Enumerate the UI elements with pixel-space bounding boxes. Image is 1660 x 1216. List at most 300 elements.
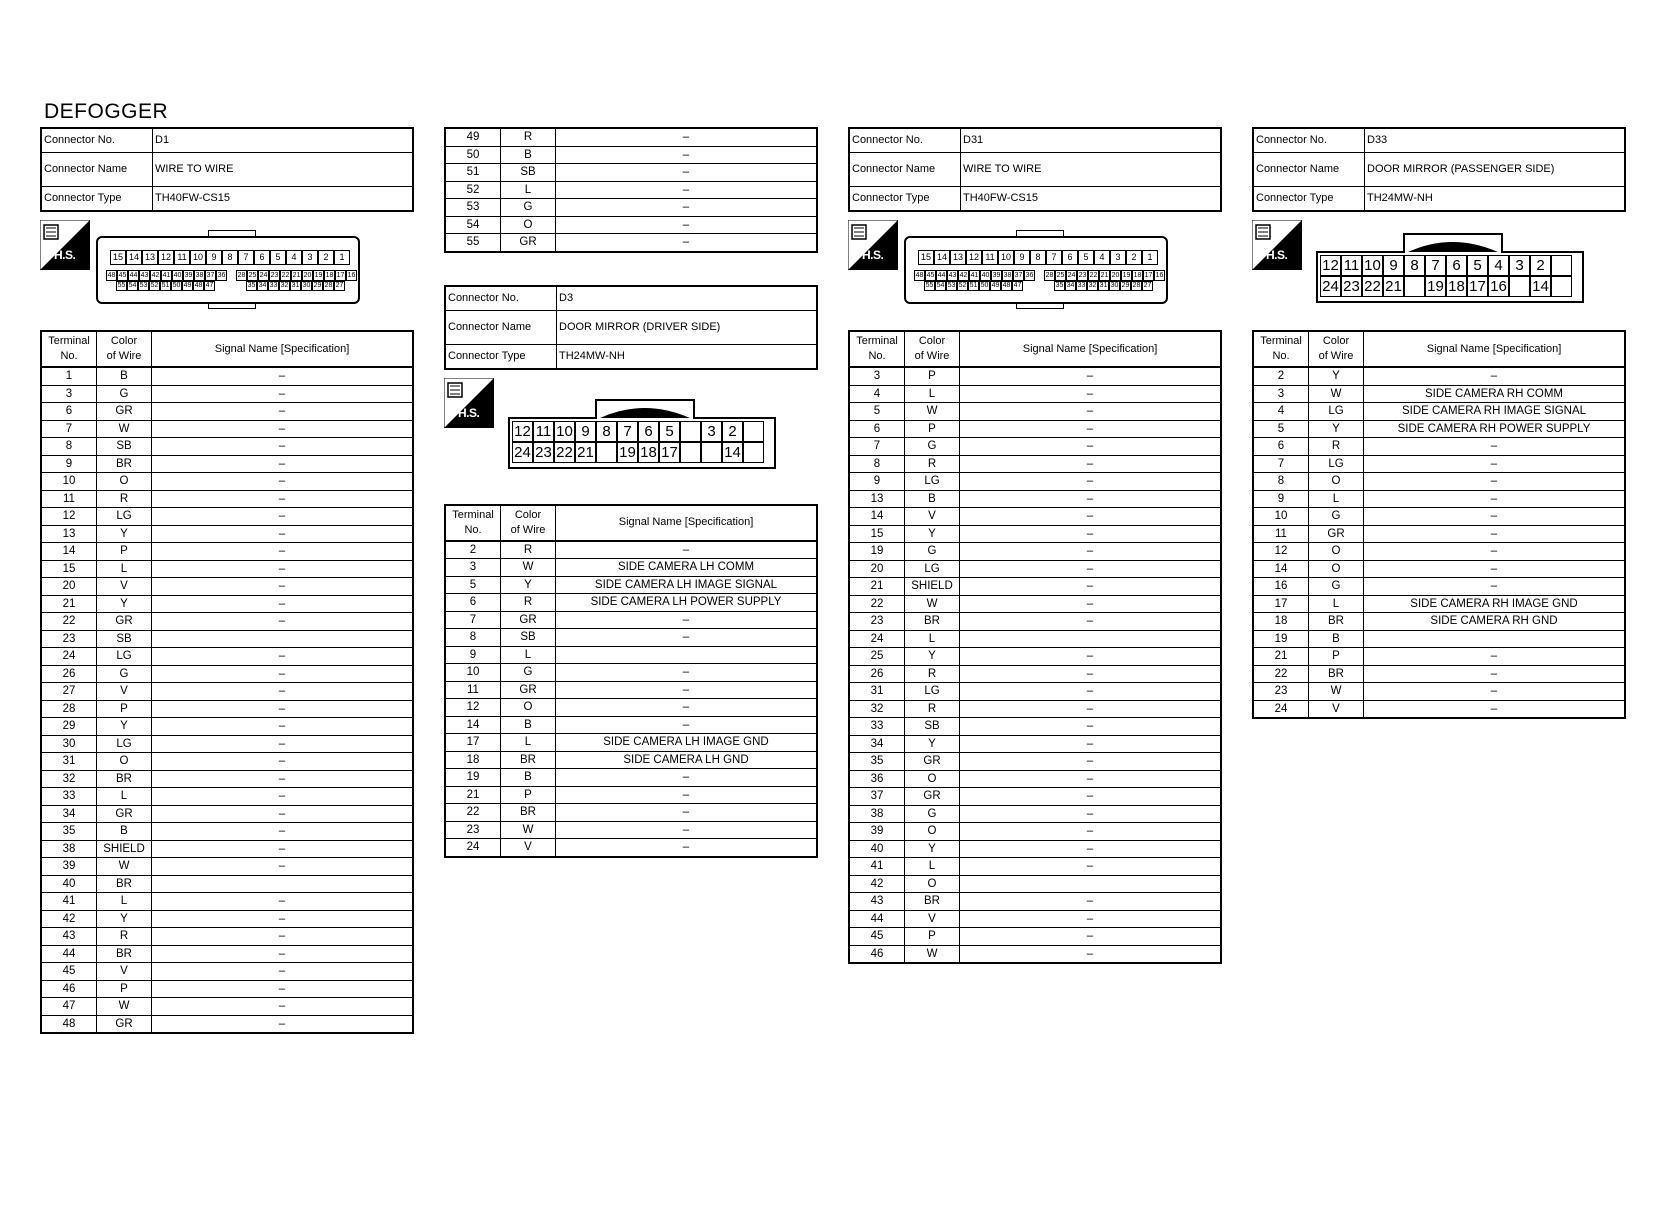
cavity-number	[680, 442, 701, 463]
signal-name-cell: –	[960, 893, 1222, 911]
terminal-no-cell: 34	[41, 805, 97, 823]
cavity-number: 11	[533, 421, 554, 442]
table-row	[849, 613, 1221, 631]
signal-name-cell	[1364, 630, 1626, 648]
cavity-number	[1551, 255, 1572, 276]
table-row	[41, 788, 413, 806]
terminal-no-cell: 45	[849, 928, 905, 946]
wire-color-cell: V	[905, 508, 960, 526]
cavity-number: 3	[1509, 255, 1530, 276]
connector-info-d33	[1252, 127, 1626, 212]
table-row	[41, 420, 413, 438]
cavity-number: 31	[1099, 282, 1108, 289]
cavity-number: 7	[238, 250, 254, 265]
table-row	[41, 858, 413, 876]
signal-name-cell: –	[152, 438, 414, 456]
table-row	[41, 683, 413, 701]
cavity-number: 28	[1132, 282, 1141, 289]
table-row	[1253, 665, 1625, 683]
pin-table-d33	[1252, 330, 1626, 719]
terminal-no-cell: 32	[41, 770, 97, 788]
table-row	[41, 438, 413, 456]
table-row	[41, 560, 413, 578]
wire-color-cell: W	[97, 858, 152, 876]
signal-name-cell: –	[152, 385, 414, 403]
terminal-no-cell: 7	[1253, 455, 1309, 473]
cavity-number: 17	[1467, 276, 1488, 297]
wire-color-cell: B	[97, 823, 152, 841]
table-row	[849, 910, 1221, 928]
signal-name-cell: –	[960, 753, 1222, 771]
signal-name-cell: –	[960, 823, 1222, 841]
table-row	[445, 664, 817, 682]
terminal-no-cell: 39	[41, 858, 97, 876]
table-row	[41, 403, 413, 421]
cavity-number: 1	[1142, 250, 1158, 265]
wire-color-cell: BR	[97, 770, 152, 788]
signal-name-cell: –	[152, 403, 414, 421]
connector-no-label: Connector No.	[41, 128, 153, 153]
wire-color-cell: SB	[905, 718, 960, 736]
cavity-number: 39	[184, 272, 193, 279]
table-row	[849, 508, 1221, 526]
signal-name-cell: –	[960, 788, 1222, 806]
cavity-number: 9	[1014, 250, 1030, 265]
cavity-number: 17	[1144, 272, 1153, 279]
table-row	[445, 181, 817, 199]
table-row	[849, 875, 1221, 893]
terminal-no-cell: 9	[849, 473, 905, 491]
table-row	[849, 367, 1221, 385]
connector-name-label: Connector Name	[41, 153, 153, 187]
cavity-number: 36	[1025, 272, 1034, 279]
signal-name-cell: –	[152, 525, 414, 543]
wire-color-cell: P	[97, 980, 152, 998]
signal-name-cell: –	[960, 735, 1222, 753]
wire-color-cell: Y	[97, 910, 152, 928]
cavity-number: 50	[172, 282, 181, 289]
wire-color-cell: W	[1309, 683, 1364, 701]
cavity-number: 55	[117, 282, 126, 289]
cavity-number: 13	[142, 250, 158, 265]
cavity-number: 32	[1088, 282, 1097, 289]
connector-diagram-d31	[848, 212, 1222, 330]
connector-name-value: WIRE TO WIRE	[153, 153, 414, 187]
cavity-number: 24	[1320, 276, 1341, 297]
harness-side-icon	[40, 220, 90, 270]
wire-color-cell: R	[97, 928, 152, 946]
connector-info-d31	[848, 127, 1222, 212]
wire-color-cell: O	[1309, 543, 1364, 561]
signal-name-cell: –	[960, 438, 1222, 456]
signal-name-cell: –	[960, 718, 1222, 736]
signal-header: Signal Name [Specification]	[556, 505, 818, 541]
connector-diagram-d1	[40, 212, 414, 330]
table-row	[1253, 578, 1625, 596]
wire-color-cell: GR	[501, 611, 556, 629]
terminal-no-cell: 44	[41, 945, 97, 963]
wire-color-cell: G	[905, 543, 960, 561]
terminal-no-cell: 14	[1253, 560, 1309, 578]
connector-no-value: D3	[557, 286, 818, 311]
signal-name-cell: –	[960, 403, 1222, 421]
signal-name-cell	[960, 875, 1222, 893]
terminal-header-l1: Terminal	[856, 335, 898, 347]
cavity-number: 21	[292, 272, 301, 279]
terminal-no-cell: 38	[849, 805, 905, 823]
table-row	[1253, 367, 1625, 385]
cavity-number	[596, 442, 617, 463]
signal-name-cell: SIDE CAMERA LH POWER SUPPLY	[556, 594, 818, 612]
wire-color-cell: SB	[501, 629, 556, 647]
table-row	[849, 543, 1221, 561]
table-row	[1253, 385, 1625, 403]
table-row	[1253, 473, 1625, 491]
connector-type-value: TH40FW-CS15	[961, 187, 1222, 212]
table-row	[41, 945, 413, 963]
connector-face-d33	[1316, 232, 1584, 306]
table-row	[41, 385, 413, 403]
terminal-header	[445, 505, 501, 541]
cavity-number: 3	[302, 250, 318, 265]
cavity-number: 6	[638, 421, 659, 442]
connector-name-value: DOOR MIRROR (PASSENGER SIDE)	[1365, 153, 1626, 187]
wire-color-cell: GR	[1309, 525, 1364, 543]
terminal-no-cell: 26	[849, 665, 905, 683]
color-header-l1: Color	[110, 335, 138, 347]
cavity-number: 43	[140, 272, 149, 279]
signal-header: Signal Name [Specification]	[960, 331, 1222, 367]
cavity-number: 20	[1111, 272, 1120, 279]
cavity-number: 21	[575, 442, 596, 463]
cavity-number: 22	[1362, 276, 1383, 297]
cavity-number	[1509, 276, 1530, 297]
cavity-number: 42	[959, 272, 968, 279]
table-row	[41, 875, 413, 893]
table-row	[445, 611, 817, 629]
wire-color-cell: R	[905, 665, 960, 683]
color-header	[501, 505, 556, 541]
signal-name-cell: –	[960, 543, 1222, 561]
wire-color-cell: B	[501, 146, 556, 164]
signal-name-cell: –	[1364, 543, 1626, 561]
terminal-header-l2: No.	[464, 523, 482, 536]
cavity-number: 5	[270, 250, 286, 265]
wire-color-cell: BR	[97, 875, 152, 893]
terminal-no-cell: 13	[849, 490, 905, 508]
terminal-no-cell: 28	[41, 700, 97, 718]
terminal-no-cell: 9	[1253, 490, 1309, 508]
terminal-no-cell: 40	[41, 875, 97, 893]
page-title: DEFOGGER	[44, 100, 169, 123]
terminal-no-cell: 6	[849, 420, 905, 438]
signal-name-cell: –	[960, 525, 1222, 543]
terminal-no-cell: 30	[41, 735, 97, 753]
terminal-no-cell: 38	[41, 840, 97, 858]
terminal-no-cell: 48	[41, 1015, 97, 1033]
cavity-number	[743, 442, 764, 463]
signal-name-cell: –	[152, 560, 414, 578]
table-row	[41, 1015, 413, 1033]
terminal-no-cell: 20	[41, 578, 97, 596]
table-row	[849, 403, 1221, 421]
signal-name-cell: –	[960, 683, 1222, 701]
terminal-no-cell: 32	[849, 700, 905, 718]
signal-name-cell: –	[556, 804, 818, 822]
table-row	[445, 164, 817, 182]
terminal-no-cell: 8	[41, 438, 97, 456]
table-row	[849, 630, 1221, 648]
wire-color-cell: L	[905, 858, 960, 876]
cavity-row-top	[1320, 255, 1572, 276]
signal-name-cell: –	[152, 910, 414, 928]
signal-name-cell: –	[556, 664, 818, 682]
table-row	[1253, 543, 1625, 561]
signal-name-cell: –	[152, 490, 414, 508]
terminal-no-cell: 23	[1253, 683, 1309, 701]
wire-color-cell: GR	[905, 753, 960, 771]
connector-no-value: D1	[153, 128, 414, 153]
wire-color-cell: BR	[501, 751, 556, 769]
cavity-number: 28	[1045, 272, 1054, 279]
wire-color-cell: GR	[501, 681, 556, 699]
wire-color-cell: V	[905, 910, 960, 928]
wire-color-cell: G	[1309, 508, 1364, 526]
table-row	[41, 840, 413, 858]
connector-diagram-d33	[1252, 212, 1626, 330]
wire-color-cell: LG	[905, 473, 960, 491]
table-row	[445, 629, 817, 647]
terminal-no-cell: 17	[445, 734, 501, 752]
cavity-number: 16	[1155, 272, 1164, 279]
terminal-no-cell: 22	[445, 804, 501, 822]
terminal-no-cell: 6	[1253, 438, 1309, 456]
cavity-number: 8	[596, 421, 617, 442]
cavity-row-bottom-left-b	[116, 281, 215, 291]
terminal-no-cell: 7	[41, 420, 97, 438]
wire-color-cell: SB	[501, 164, 556, 182]
wire-color-cell: SHIELD	[97, 840, 152, 858]
cavity-number	[743, 421, 764, 442]
table-row	[445, 681, 817, 699]
pin-table-d3	[444, 504, 818, 858]
terminal-no-cell: 4	[849, 385, 905, 403]
signal-name-cell: SIDE CAMERA RH IMAGE SIGNAL	[1364, 403, 1626, 421]
signal-name-cell: –	[960, 595, 1222, 613]
table-row	[445, 146, 817, 164]
table-row	[849, 560, 1221, 578]
cavity-number: 10	[998, 250, 1014, 265]
cavity-number: 3	[701, 421, 722, 442]
cavity-number: 2	[722, 421, 743, 442]
signal-name-cell: SIDE CAMERA RH GND	[1364, 613, 1626, 631]
terminal-no-cell: 5	[1253, 420, 1309, 438]
terminal-no-cell: 37	[849, 788, 905, 806]
signal-name-cell: –	[152, 735, 414, 753]
terminal-no-cell: 12	[1253, 543, 1309, 561]
terminal-no-cell: 5	[849, 403, 905, 421]
wire-color-cell: Y	[97, 525, 152, 543]
table-row	[1253, 613, 1625, 631]
terminal-header-l1: Terminal	[452, 508, 494, 521]
cavity-number: 27	[1143, 282, 1152, 289]
signal-name-cell: –	[1364, 700, 1626, 718]
cavity-number: 29	[1121, 282, 1130, 289]
wire-color-cell: Y	[905, 840, 960, 858]
cavity-row-bottom-right-a	[236, 270, 357, 281]
terminal-no-cell: 24	[41, 648, 97, 666]
pin-table-d31	[848, 330, 1222, 964]
signal-name-cell: SIDE CAMERA RH COMM	[1364, 385, 1626, 403]
table-row	[849, 683, 1221, 701]
table-row	[849, 753, 1221, 771]
cavity-number: 23	[533, 442, 554, 463]
color-header	[97, 331, 152, 367]
table-row	[849, 788, 1221, 806]
connector-name-label: Connector Name	[1253, 153, 1365, 187]
cavity-number: 16	[347, 272, 356, 279]
wire-color-cell: R	[501, 594, 556, 612]
cavity-number: 14	[722, 442, 743, 463]
connector-no-value: D33	[1365, 128, 1626, 153]
cavity-number	[701, 442, 722, 463]
wire-color-cell: W	[501, 559, 556, 577]
table-row	[1253, 420, 1625, 438]
terminal-no-cell: 21	[1253, 648, 1309, 666]
table-row	[445, 804, 817, 822]
cavity-number: 25	[248, 272, 257, 279]
cavity-number: 4	[286, 250, 302, 265]
terminal-no-cell: 29	[41, 718, 97, 736]
terminal-no-cell: 23	[849, 613, 905, 631]
cavity-number: 19	[1425, 276, 1446, 297]
table-row	[849, 595, 1221, 613]
signal-name-cell: –	[960, 490, 1222, 508]
connector-no-label: Connector No.	[1253, 128, 1365, 153]
terminal-no-cell: 12	[445, 699, 501, 717]
table-row	[445, 594, 817, 612]
signal-name-cell: –	[152, 805, 414, 823]
cavity-number: 18	[638, 442, 659, 463]
table-row	[849, 718, 1221, 736]
cavity-number: 19	[617, 442, 638, 463]
connector-face-d1	[96, 236, 360, 304]
wire-color-cell: O	[501, 699, 556, 717]
signal-name-cell: –	[152, 963, 414, 981]
cavity-number: 12	[1320, 255, 1341, 276]
table-row	[445, 734, 817, 752]
table-row	[849, 455, 1221, 473]
terminal-header-l1: Terminal	[48, 335, 90, 347]
wire-color-cell: L	[97, 893, 152, 911]
signal-name-cell: –	[556, 181, 818, 199]
table-row	[849, 648, 1221, 666]
table-row	[445, 699, 817, 717]
signal-name-cell: –	[960, 910, 1222, 928]
terminal-no-cell: 43	[41, 928, 97, 946]
terminal-no-cell: 39	[849, 823, 905, 841]
wire-color-cell: O	[97, 753, 152, 771]
signal-name-cell: –	[152, 788, 414, 806]
terminal-header-l1: Terminal	[1260, 335, 1302, 347]
terminal-no-cell: 41	[849, 858, 905, 876]
terminal-no-cell: 3	[1253, 385, 1309, 403]
wire-color-cell: R	[501, 128, 556, 146]
cavity-number: 28	[324, 282, 333, 289]
cavity-number: 49	[183, 282, 192, 289]
terminal-no-cell: 44	[849, 910, 905, 928]
cavity-number: 5	[1078, 250, 1094, 265]
terminal-no-cell: 19	[849, 543, 905, 561]
cavity-number: 37	[1014, 272, 1023, 279]
signal-name-cell: –	[556, 681, 818, 699]
wire-color-cell: R	[97, 490, 152, 508]
table-row	[1253, 595, 1625, 613]
signal-name-cell: –	[960, 613, 1222, 631]
cavity-number: 36	[217, 272, 226, 279]
signal-name-cell: –	[152, 928, 414, 946]
cavity-number: 18	[1133, 272, 1142, 279]
wire-color-cell: L	[97, 560, 152, 578]
cavity-number: 22	[554, 442, 575, 463]
wire-color-cell: G	[97, 665, 152, 683]
terminal-no-cell: 33	[41, 788, 97, 806]
connector-info-d1	[40, 127, 414, 212]
wire-color-cell: O	[905, 823, 960, 841]
signal-name-cell: –	[1364, 455, 1626, 473]
table-row	[41, 595, 413, 613]
table-row	[41, 543, 413, 561]
table-row	[41, 473, 413, 491]
connector-no-label: Connector No.	[445, 286, 557, 311]
cavity-number: 55	[925, 282, 934, 289]
pin-table-d1-continued	[444, 127, 818, 253]
connector-name-value: DOOR MIRROR (DRIVER SIDE)	[557, 310, 818, 344]
wire-color-cell: Y	[97, 718, 152, 736]
signal-name-cell: –	[152, 578, 414, 596]
table-row	[41, 630, 413, 648]
wire-color-cell: LG	[97, 508, 152, 526]
signal-name-cell: –	[960, 700, 1222, 718]
table-row	[41, 490, 413, 508]
table-row	[1253, 630, 1625, 648]
terminal-no-cell: 10	[41, 473, 97, 491]
terminal-no-cell: 20	[849, 560, 905, 578]
wire-color-cell: SB	[97, 630, 152, 648]
terminal-no-cell: 51	[445, 164, 501, 182]
signal-name-cell: –	[152, 770, 414, 788]
table-row	[445, 199, 817, 217]
signal-name-cell: –	[152, 1015, 414, 1033]
signal-name-cell: –	[960, 560, 1222, 578]
cavity-row-top	[918, 250, 1158, 265]
column-d33	[1252, 127, 1626, 719]
cavity-number: 2	[318, 250, 334, 265]
table-row	[445, 128, 817, 146]
wire-color-cell: O	[1309, 560, 1364, 578]
terminal-no-cell: 12	[41, 508, 97, 526]
signal-name-cell	[152, 875, 414, 893]
wire-color-cell: Y	[501, 576, 556, 594]
wire-color-cell: W	[905, 403, 960, 421]
terminal-no-cell: 15	[41, 560, 97, 578]
hs-label: H.S.	[862, 248, 884, 262]
connector-diagram-d3	[444, 370, 818, 504]
cavity-number: 10	[554, 421, 575, 442]
cavity-number: 32	[280, 282, 289, 289]
wire-color-cell: L	[501, 734, 556, 752]
cavity-number	[1551, 276, 1572, 297]
